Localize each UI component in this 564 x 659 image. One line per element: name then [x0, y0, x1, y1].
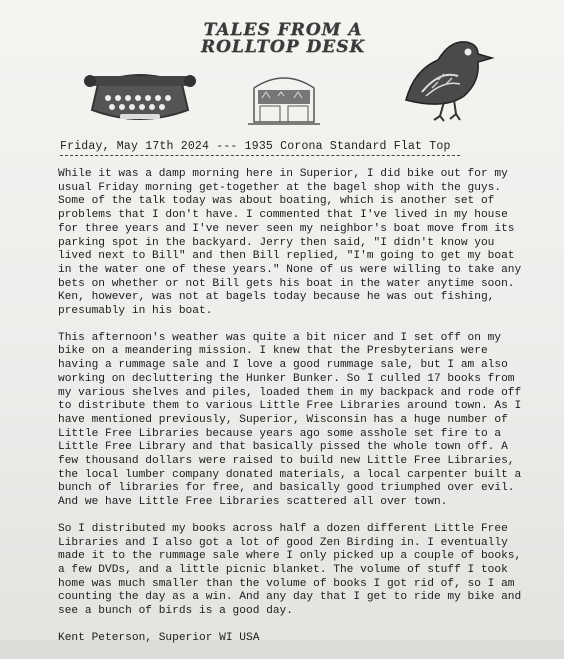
paragraph-2: This afternoon's weather was quite a bit nicer and I set off on my bike on a meandering mission. I knew that the Presbyterians were having a rummage sale and I love a good rummage sale, but I am also working on decluttering the Hunker Bunker. So I culled 17 books from my various shelves and piles, loaded them in my backpack and rode off to distribute them to various Little Free Libraries around town. As I have mentioned previously, Superior, Wisconsin has a huge number of Little Free Libraries because years ago some asshole set fire to a Little Free Library and that basically pissed the whole town off. A few thousand dollars were raised to build new Little Free Libraries, the local lumber company donated materials, a local carpenter built a bunch of libraries for free, and basically good triumphed over evil. And we have Little Free Libraries scattered all over town. — [58, 331, 522, 509]
rolltop-desk-icon — [248, 70, 320, 128]
signature: Kent Peterson, Superior WI USA — [58, 631, 260, 644]
title-line-1: TALES FROM A — [203, 20, 363, 40]
masthead-title — [198, 22, 368, 56]
masthead — [0, 0, 564, 135]
paragraph-3: So I distributed my books across half a dozen different Little Free Libraries and I also got a lot of good Zen Birding in. I eventually made it to the rummage sale where I only picked up a couple of books, a few DVDs, and a little picnic blanket. The volume of stuff I took home was much smaller than the volume of books I got rid of, so I am counting the day as a win. And any day that I get to ride my bike and see a bunch of birds is a good day. — [58, 522, 522, 618]
dashed-divider — [60, 155, 460, 156]
paragraph-1: While it was a damp morning here in Superior, I did bike out for my usual Friday morning get-together at the bagel shop with the guys. Some of the talk today was about boating, which is another set of problems that I don't have. I commented that I've lived in my house for three years and I've never seen my neighbor's boat move from its parking spot in the backyard. Jerry then said, "I didn't know you lived next to Bill" and then Bill replied, "I'm going to get my boat in the water one of these years." None of us were willing to take any bets on whether or not Bill gets his boat in the water anytime soon. Ken, however, was not at bagels today because he was out fishing, presumably in his boat. — [58, 168, 522, 318]
dateline: Friday, May 17th 2024 --- 1935 Corona Standard Flat Top — [60, 140, 451, 153]
letter-body — [58, 168, 528, 659]
typewriter-icon — [84, 62, 196, 132]
bird-icon — [398, 30, 498, 122]
title-line-2: ROLLTOP DESK — [200, 37, 366, 57]
